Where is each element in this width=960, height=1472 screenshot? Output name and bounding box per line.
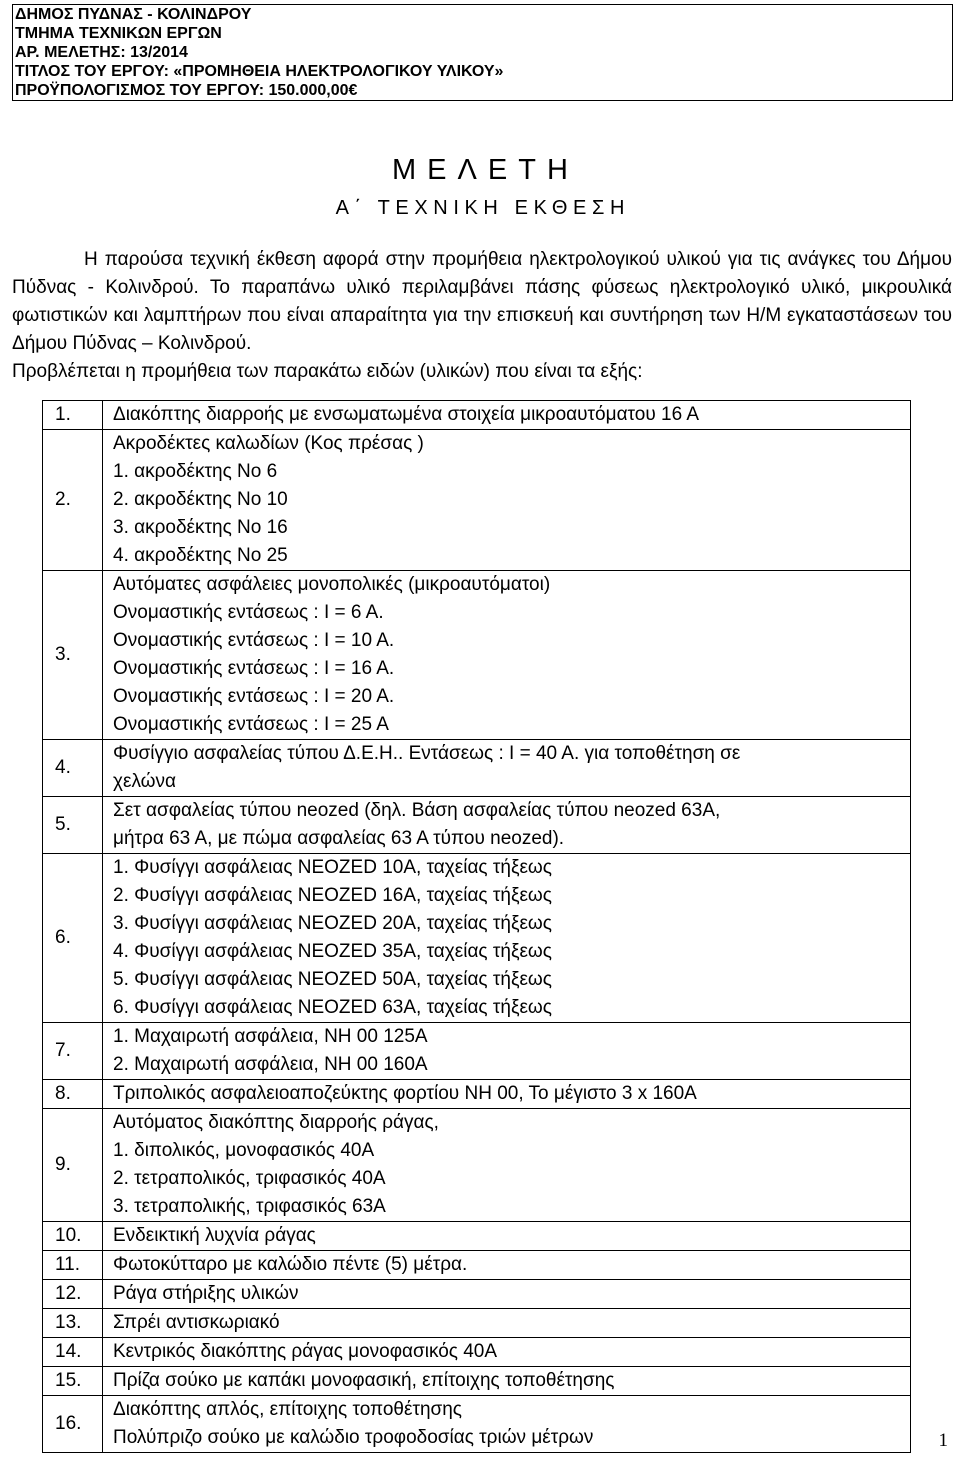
- table-row: [43, 1280, 911, 1309]
- item-description-line: Ενδεικτική λυχνία ράγας: [113, 1225, 316, 1246]
- table-row: [43, 854, 911, 1023]
- item-description: [103, 1396, 911, 1453]
- item-description-line: 1. Μαχαιρωτή ασφάλεια, ΝΗ 00 125Α: [113, 1026, 428, 1047]
- intro-paragraph: Η παρούσα τεχνική έκθεση αφορά στην προμήθεια ηλεκτρολογικού υλικού για τις ανάγκες του Δήμου Πύδνας - Κολινδρού. Το παραπάνω υλικό περιλαμβάνει πάσης φύσεως ηλεκτρολογικό υλικό, μικρουλικά φωτιστικών και λαμπτήρων που είναι απαραίτητα για την επισκευή και συντήρηση των Η/Μ εγκαταστάσεων του Δήμου Πύδνας – Κολινδρού.: [12, 249, 952, 354]
- item-description-line: 1. διπολικός, μονοφασικός 40Α: [113, 1140, 375, 1161]
- table-row: [43, 797, 911, 854]
- item-description-line: Ακροδέκτες καλωδίων (Κος πρέσας ): [113, 433, 424, 454]
- item-description: [103, 571, 911, 740]
- item-description: [103, 854, 911, 1023]
- item-number: 9.: [43, 1109, 103, 1222]
- item-description-line: 2. Φυσίγγι ασφάλειας NEOZED 16A, ταχείας τήξεως: [113, 885, 552, 906]
- item-description-line: 1. ακροδέκτης Νο 6: [113, 461, 278, 482]
- table-row: [43, 740, 911, 797]
- item-description-line: 3. τετραπολικής, τριφασικός 63Α: [113, 1196, 386, 1217]
- item-description-line: Διακόπτης διαρροής με ενσωματωμένα στοιχεία μικροαυτόματου 16 Α: [113, 404, 700, 425]
- item-description-line: Ράγα στήριξης υλικών: [113, 1283, 299, 1304]
- item-description-line: χελώνα: [113, 771, 176, 792]
- table-row: [43, 1023, 911, 1080]
- item-description: [103, 1338, 911, 1367]
- document-subtitle: Α΄ ΤΕΧΝΙΚΗ ΕΚΘΕΣΗ: [335, 197, 630, 219]
- item-description-line: Αυτόματες ασφάλειες μονοπολικές (μικροαυτόματοι): [113, 574, 551, 595]
- table-row: [43, 1338, 911, 1367]
- header-budget: ΠΡΟΫΠΟΛΟΓΙΣΜΟΣ ΤΟΥ ΕΡΓΟΥ: 150.000,00€: [15, 82, 358, 99]
- header-municipality: ΔΗΜΟΣ ΠΥΔΝΑΣ - ΚΟΛΙΝΔΡΟΥ: [15, 6, 252, 23]
- document-title: ΜΕΛΕΤΗ: [392, 154, 579, 186]
- item-description-line: 2. τετραπολικός, τριφασικός 40Α: [113, 1168, 386, 1189]
- item-description-line: 5. Φυσίγγι ασφάλειας NEOZED 50A, ταχείας τήξεως: [113, 969, 552, 990]
- item-number: 8.: [43, 1080, 103, 1109]
- item-description-line: Κεντρικός διακόπτης ράγας μονοφασικός 40Α: [113, 1341, 498, 1362]
- table-row: [43, 401, 911, 430]
- item-description-line: Σπρέι αντισκωριακό: [113, 1312, 280, 1333]
- item-number: 3.: [43, 571, 103, 740]
- page-number: 1: [938, 1430, 948, 1451]
- item-description: [103, 1309, 911, 1338]
- item-description-line: 4. Φυσίγγι ασφάλειας NEOZED 35A, ταχείας τήξεως: [113, 941, 552, 962]
- header-department: ΤΜΗΜΑ ΤΕΧΝΙΚΩΝ ΕΡΓΩΝ: [15, 25, 222, 42]
- item-description-line: Ονομαστικής εντάσεως : I = 16 A.: [113, 658, 395, 679]
- item-description-line: Τριπολικός ασφαλειοαποζεύκτης φορτίου ΝΗ 00, Το μέγιστο 3 x 160A: [113, 1083, 697, 1104]
- item-number: 15.: [43, 1367, 103, 1396]
- item-description: [103, 1222, 911, 1251]
- table-row: [43, 571, 911, 740]
- intro-text: [12, 246, 952, 386]
- item-description-line: Πολύπριζο σούκο με καλώδιο τροφοδοσίας τριών μέτρων: [113, 1427, 594, 1448]
- item-description-line: 6. Φυσίγγι ασφάλειας NEOZED 63A, ταχείας τήξεως: [113, 997, 552, 1018]
- items-table-body: [43, 401, 911, 1453]
- item-description: [103, 430, 911, 571]
- table-row: [43, 430, 911, 571]
- header-study-number: ΑΡ. ΜΕΛΕΤΗΣ: 13/2014: [15, 44, 188, 61]
- item-number: 16.: [43, 1396, 103, 1453]
- item-number: 4.: [43, 740, 103, 797]
- item-description: [103, 797, 911, 854]
- item-description-line: 3. Φυσίγγι ασφάλειας NEOZED 20A, ταχείας τήξεως: [113, 913, 552, 934]
- item-description: [103, 1023, 911, 1080]
- item-description-line: Φωτοκύτταρο με καλώδιο πέντε (5) μέτρα.: [113, 1254, 468, 1275]
- item-number: 7.: [43, 1023, 103, 1080]
- document-header: [12, 4, 953, 101]
- header-project-title: ΤΙΤΛΟΣ ΤΟΥ ΕΡΓΟΥ: «ΠΡΟΜΗΘΕΙΑ ΗΛΕΚΤΡΟΛΟΓΙΚΟΥ ΥΛΙΚΟΥ»: [15, 63, 504, 80]
- item-number: 5.: [43, 797, 103, 854]
- table-row: [43, 1080, 911, 1109]
- item-number: 6.: [43, 854, 103, 1023]
- item-description-line: Σετ ασφαλείας τύπου neozed (δηλ. Βάση ασφαλείας τύπου neozed 63Α,: [113, 800, 721, 821]
- table-row: [43, 1251, 911, 1280]
- item-description-line: Ονομαστικής εντάσεως : I = 10 A.: [113, 630, 395, 651]
- item-description-line: Ονομαστικής εντάσεως : I = 25 A: [113, 714, 389, 735]
- item-description: [103, 1109, 911, 1222]
- item-number: 10.: [43, 1222, 103, 1251]
- table-row: [43, 1109, 911, 1222]
- item-description-line: Αυτόματος διακόπτης διαρροής ράγας,: [113, 1112, 439, 1133]
- item-number: 13.: [43, 1309, 103, 1338]
- item-number: 12.: [43, 1280, 103, 1309]
- items-table: [42, 400, 911, 1453]
- item-description-line: Φυσίγγιο ασφαλείας τύπου Δ.Ε.Η.. Εντάσεως : I = 40 A. για τοποθέτηση σε: [113, 743, 741, 764]
- item-description-line: Διακόπτης απλός, επίτοιχης τοποθέτησης: [113, 1399, 462, 1420]
- item-description: [103, 1251, 911, 1280]
- table-row: [43, 1222, 911, 1251]
- item-number: 2.: [43, 430, 103, 571]
- item-number: 1.: [43, 401, 103, 430]
- table-row: [43, 1309, 911, 1338]
- item-description-line: 4. ακροδέκτης Νο 25: [113, 545, 288, 566]
- item-description: [103, 401, 911, 430]
- item-description: [103, 740, 911, 797]
- item-description-line: 2. ακροδέκτης Νο 10: [113, 489, 288, 510]
- table-row: [43, 1367, 911, 1396]
- item-description-line: Πρίζα σούκο με καπάκι μονοφασική, επίτοιχης τοποθέτησης: [113, 1370, 615, 1391]
- intro-last-line: Προβλέπεται η προμήθεια των παρακάτω ειδών (υλικών) που είναι τα εξής:: [12, 361, 643, 382]
- item-description-line: Ονομαστικής εντάσεως : I = 6 A.: [113, 602, 384, 623]
- item-description: [103, 1080, 911, 1109]
- table-row: [43, 1396, 911, 1453]
- item-description-line: 1. Φυσίγγι ασφάλειας NEOZED 10A, ταχείας τήξεως: [113, 857, 552, 878]
- item-description: [103, 1367, 911, 1396]
- item-description-line: μήτρα 63 Α, με πώμα ασφαλείας 63 Α τύπου neozed).: [113, 828, 565, 849]
- item-description-line: Ονομαστικής εντάσεως : I = 20 A.: [113, 686, 395, 707]
- item-number: 14.: [43, 1338, 103, 1367]
- item-description-line: 3. ακροδέκτης Νο 16: [113, 517, 288, 538]
- item-number: 11.: [43, 1251, 103, 1280]
- item-description: [103, 1280, 911, 1309]
- item-description-line: 2. Μαχαιρωτή ασφάλεια, ΝΗ 00 160Α: [113, 1054, 428, 1075]
